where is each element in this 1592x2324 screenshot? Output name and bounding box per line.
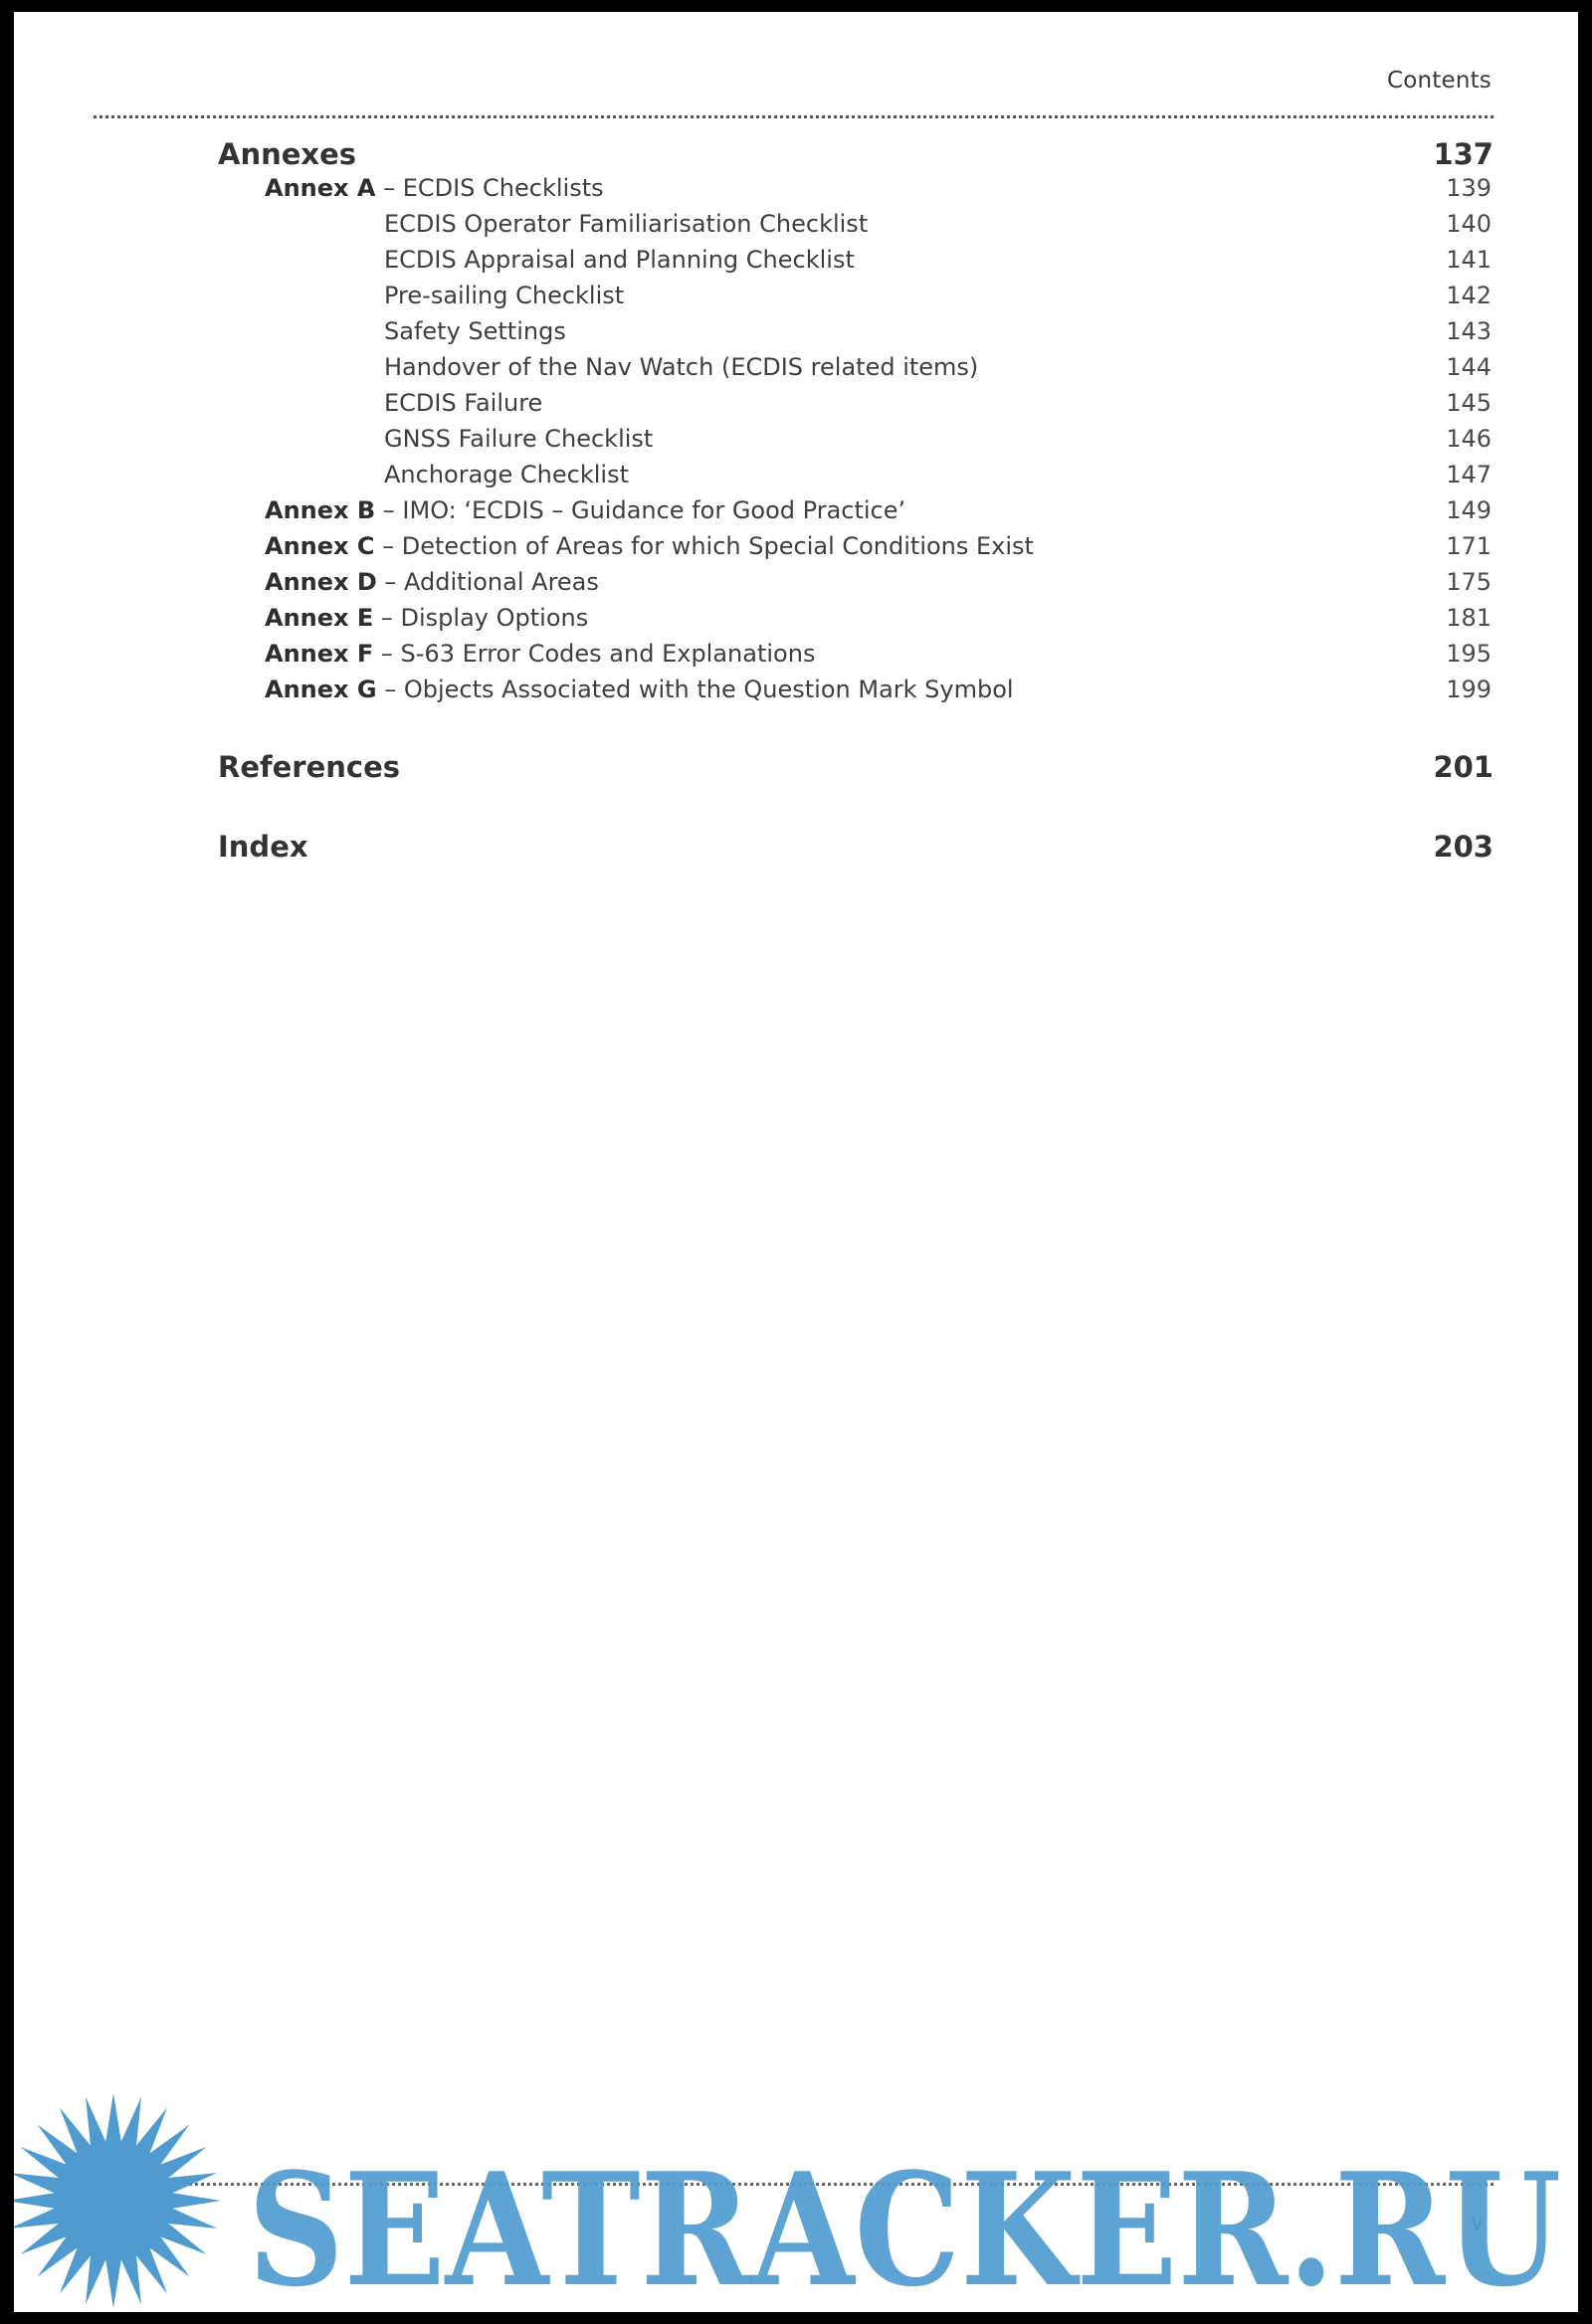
toc-entry-annex-a[interactable] [265,174,1492,202]
toc-subentry-page: 144 [1446,353,1492,381]
toc-entry-page: 149 [1446,496,1492,524]
toc-subentry-title: Safety Settings [384,317,566,345]
toc-entry-annex-f[interactable] [265,640,1492,668]
toc-entry-page: 195 [1446,640,1492,668]
toc-entry-annex-label: Annex F [265,640,374,668]
toc-subentry-page: 141 [1446,246,1492,274]
toc-subentry-title: ECDIS Operator Familiarisation Checklist [384,210,869,238]
toc-entry-title: – Detection of Areas for which Special Conditions Exist [374,532,1034,560]
toc-section-annexes[interactable] [218,137,1493,171]
header-dotted-rule [94,115,1493,118]
toc-entry-annex-c[interactable] [265,532,1492,560]
toc-entry-annex-g[interactable] [265,676,1492,703]
toc-subentry[interactable] [384,353,1492,381]
toc-entry-title: – ECDIS Checklists [375,174,604,202]
toc-entry-annex-b[interactable] [265,496,1492,524]
toc-entry-title: – Objects Associated with the Question Mark Symbol [376,676,1014,703]
toc-subentry-title: Anchorage Checklist [384,461,629,488]
toc-section-title: Index [218,830,308,864]
toc-subentry-title: GNSS Failure Checklist [384,425,654,453]
toc-section-page: 203 [1433,830,1493,864]
toc-subentry[interactable] [384,317,1492,345]
toc-entry-page: 171 [1446,532,1492,560]
toc-entry-page: 181 [1446,604,1492,632]
toc-section-page: 137 [1433,137,1493,171]
toc-section-page: 201 [1433,750,1493,784]
toc-entry-annex-e[interactable] [265,604,1492,632]
watermark [14,2089,1578,2312]
toc-section-references[interactable] [218,750,1493,784]
document-page [14,12,1578,2312]
toc-subentry[interactable] [384,389,1492,417]
running-header: Contents [1386,68,1492,94]
sunburst-icon [14,2093,221,2308]
page-folio: v [1470,2211,1484,2235]
toc-entry-title: – Display Options [373,604,589,632]
toc-section-title: Annexes [218,137,357,171]
toc-entry-title: – S-63 Error Codes and Explanations [373,640,816,668]
toc-subentry-title: ECDIS Failure [384,389,543,417]
toc-subentry[interactable] [384,246,1492,274]
toc-subentry[interactable] [384,425,1492,453]
toc-subentry-page: 147 [1446,461,1492,488]
toc-entry-annex-label: Annex C [265,532,375,560]
toc-entry-annex-label: Annex E [265,604,374,632]
watermark-text: SEATRACKER.RU [248,2139,1561,2312]
toc-subentry-title: Handover of the Nav Watch (ECDIS related items) [384,353,979,381]
toc-subentry-title: ECDIS Appraisal and Planning Checklist [384,246,855,274]
toc-entry-page: 199 [1446,676,1492,703]
toc-subentry-page: 146 [1446,425,1492,453]
toc-subentry-page: 145 [1446,389,1492,417]
toc-entry-annex-label: Annex A [265,174,376,202]
toc-subentry-page: 142 [1446,282,1492,309]
toc-entry-annex-label: Annex B [265,496,376,524]
toc-entry-annex-label: Annex D [265,568,377,596]
toc-entry-annex-label: Annex G [265,676,377,703]
toc-subentry-page: 143 [1446,317,1492,345]
toc-entry-page: 175 [1446,568,1492,596]
toc-section-title: References [218,750,401,784]
toc-section-index[interactable] [218,830,1493,864]
toc-entry-annex-d[interactable] [265,568,1492,596]
toc-subentry[interactable] [384,210,1492,238]
toc-subentry-page: 140 [1446,210,1492,238]
toc-entry-title: – Additional Areas [376,568,599,596]
toc-subentry[interactable] [384,282,1492,309]
toc-subentry[interactable] [384,461,1492,488]
toc-subentry-title: Pre-sailing Checklist [384,282,625,309]
toc-entry-page: 139 [1446,174,1492,202]
footer-dotted-rule [94,2183,1493,2186]
toc-entry-title: – IMO: ‘ECDIS – Guidance for Good Practice’ [375,496,906,524]
